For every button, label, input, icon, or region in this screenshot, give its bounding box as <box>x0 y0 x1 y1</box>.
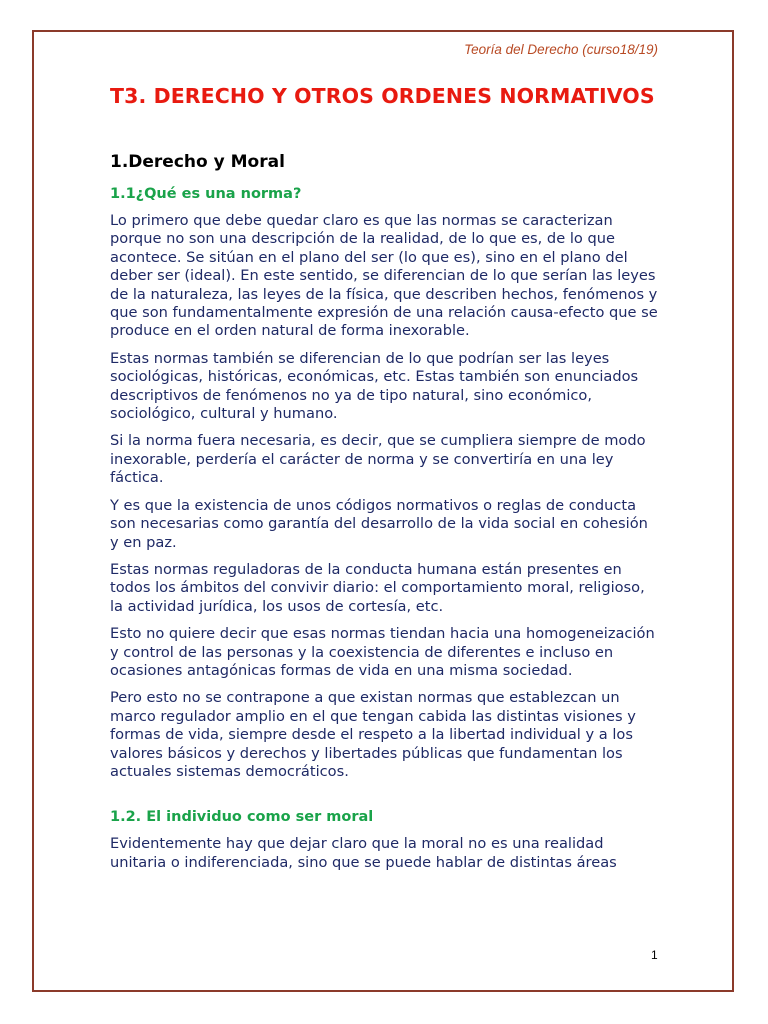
paragraph: Estas normas reguladoras de la conducta humana están presentes en todos los ámbitos del convivir diario: el comportamiento moral, religioso, la actividad jurídica, los usos de cortesía, etc. <box>110 560 645 615</box>
paragraph: Y es que la existencia de unos códigos normativos o reglas de conducta son necesarias como garantía del desarrollo de la vida social en cohesión y en paz. <box>110 496 648 551</box>
page-number: 1 <box>651 948 658 962</box>
document-title: T3. DERECHO Y OTROS ORDENES NORMATIVOS <box>110 84 655 108</box>
subsection-heading-individuo-ser-moral: 1.2. El individuo como ser moral <box>110 809 374 826</box>
paragraph: Pero esto no se contrapone a que existan normas que establezcan un marco regulador amplio en el que tengan cabida las distintas visiones y formas de vida, siempre desde el respeto a la libertad individual y a los valores básicos y derechos y libertades públicas que fundamentan los actuales sistemas democráticos. <box>110 689 636 780</box>
paragraph: Esto no quiere decir que esas normas tiendan hacia una homogeneización y control de las personas y la coexistencia de diferentes e incluso en ocasiones antagónicas formas de vida en una misma sociedad. <box>110 625 655 679</box>
paragraph: Si la norma fuera necesaria, es decir, que se cumpliera siempre de modo inexorable, perdería el carácter de norma y se convertiría en una ley fáctica. <box>110 432 646 487</box>
subsection-heading-que-es-una-norma: 1.1¿Qué es una norma? <box>110 186 302 202</box>
paragraph: Lo primero que debe quedar claro es que las normas se caracterizan porque no son una descripción de la realidad, de lo que es, de lo que acontece. Se sitúan en el plano del ser (lo que es), sino en el plano del deber ser (ideal). En este sentido, se diferencian de lo que serían las leyes de la naturaleza, las leyes de la física, que describen hechos, fenómenos y que son fundamentalmente expresión de una relación causa-efecto que se produce en el orden natural de forma inexorable. <box>110 212 658 340</box>
section-heading-derecho-y-moral: 1.Derecho y Moral <box>110 152 285 172</box>
document-body <box>110 150 658 881</box>
paragraph: Estas normas también se diferencian de lo que podrían ser las leyes sociológicas, históricas, económicas, etc. Estas también son enunciados descriptivos de fenómenos no ya de tipo natural, sino económico, sociológico, cultural y humano. <box>110 349 639 423</box>
paragraph: Evidentemente hay que dejar claro que la moral no es una realidad unitaria o indiferenciada, sino que se puede hablar de distintas áreas <box>110 835 617 871</box>
running-header: Teoría del Derecho (curso18/19) <box>464 42 658 57</box>
